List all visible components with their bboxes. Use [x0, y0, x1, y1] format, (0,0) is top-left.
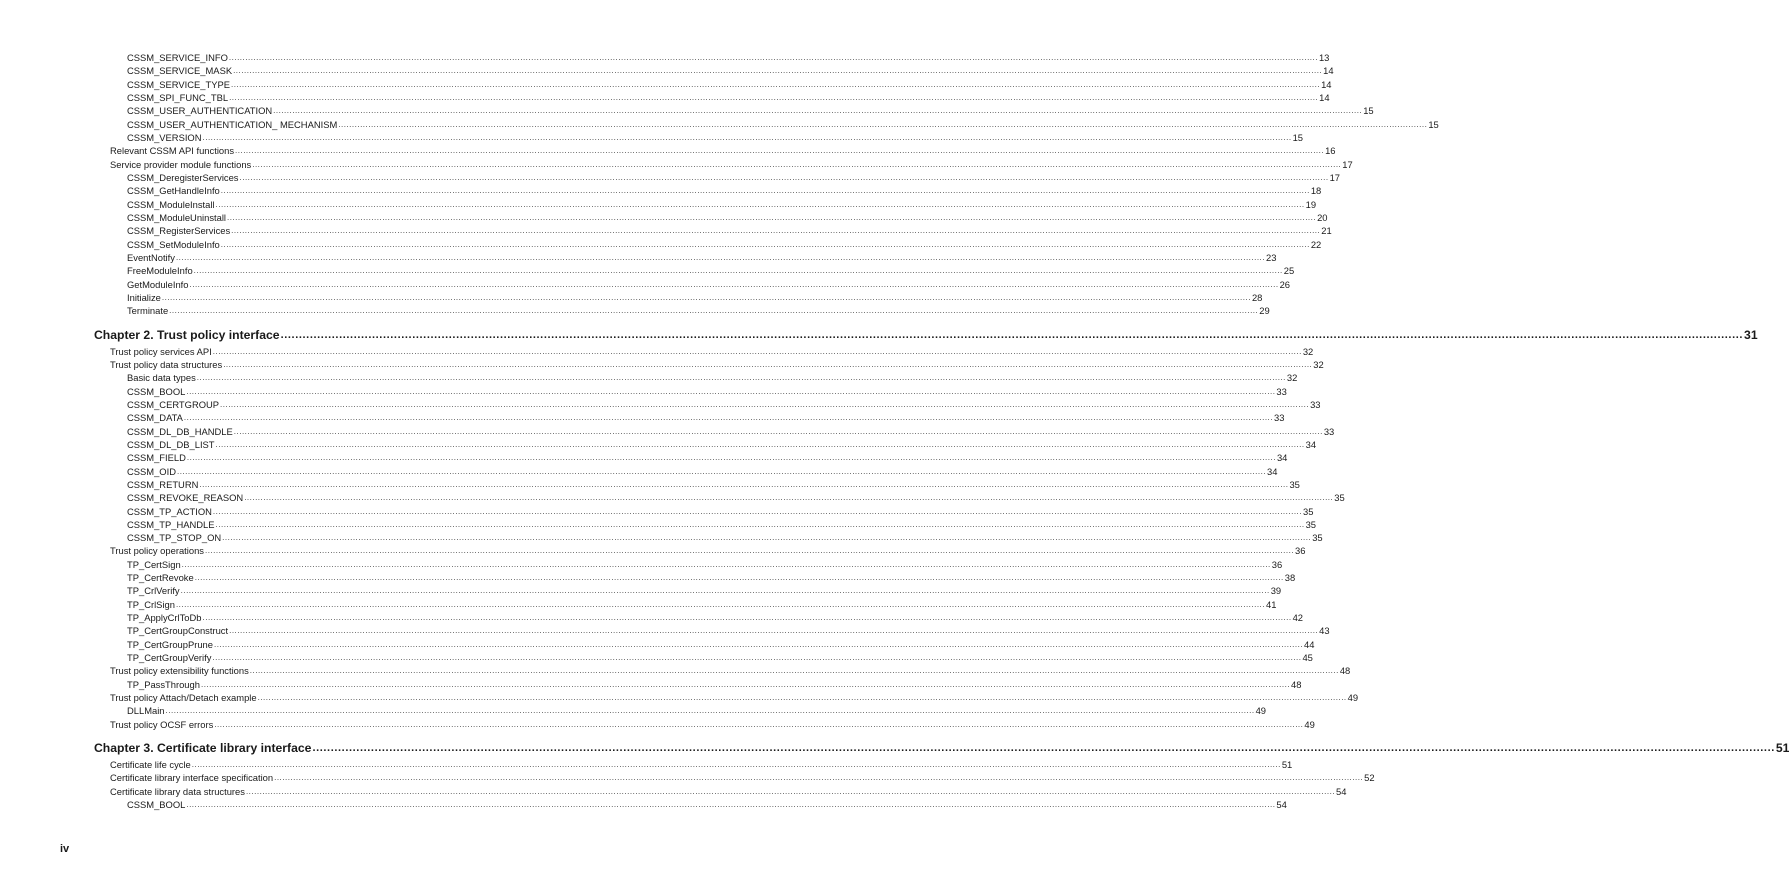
toc-entry-page: 15	[1363, 105, 1374, 117]
toc-entry-title: TP_CertSign	[127, 558, 181, 570]
toc-entry-title: CSSM_OID	[127, 465, 176, 477]
toc-entry-page: 48	[1291, 678, 1302, 690]
toc-entry-title: Trust policy extensibility functions	[110, 665, 249, 677]
toc-leader-dots: ................................................................................................................................................................................................................................................................................................................................................................................................................	[223, 359, 1313, 369]
toc-entry-page: 34	[1267, 465, 1278, 477]
toc-entry-title: DLLMain	[127, 705, 165, 717]
toc-entry[interactable]	[127, 611, 1304, 624]
toc-entry-page: 14	[1323, 65, 1334, 77]
toc-entry-page: 35	[1334, 492, 1345, 504]
toc-entry[interactable]	[127, 91, 1330, 104]
toc-entry-title: CSSM_DL_DB_LIST	[127, 438, 215, 450]
toc-entry[interactable]	[127, 411, 1285, 424]
toc-entry-title: Trust policy services API	[110, 345, 212, 357]
toc-leader-dots: ................................................................................................................................................................................................................................................................................................................................................................................................................	[215, 199, 1305, 209]
toc-leader-dots: ................................................................................................................................................................................................................................................................................................................................................................................................................	[257, 693, 1347, 703]
toc-entry[interactable]	[110, 718, 1315, 731]
toc-entry[interactable]	[127, 584, 1282, 597]
toc-entry[interactable]	[127, 531, 1323, 544]
toc-entry-page: 54	[1276, 799, 1287, 811]
toc-entry[interactable]	[110, 358, 1324, 371]
toc-entry[interactable]	[127, 171, 1340, 184]
toc-entry-page: 54	[1336, 785, 1347, 797]
toc-entry-title: CSSM_VERSION	[127, 131, 202, 143]
toc-entry-page: 35	[1305, 518, 1317, 530]
toc-entry-title: TP_CrlSign	[127, 598, 175, 610]
toc-leader-dots: ................................................................................................................................................................................................................................................................................................................................................................................................................	[280, 328, 1744, 341]
toc-entry-page: 15	[1428, 118, 1439, 130]
toc-entry[interactable]	[127, 518, 1317, 531]
toc-entry[interactable]	[127, 251, 1277, 264]
toc-entry-page: 18	[1310, 185, 1322, 197]
toc-entry[interactable]	[110, 785, 1347, 798]
toc-entry[interactable]	[127, 104, 1374, 117]
toc-entry-page: 26	[1279, 278, 1290, 290]
toc-leader-dots: ................................................................................................................................................................................................................................................................................................................................................................................................................	[200, 679, 1291, 689]
toc-entry-page: 16	[1325, 145, 1336, 157]
toc-entry-page: 38	[1284, 572, 1296, 584]
toc-entry[interactable]	[110, 144, 1336, 157]
toc-leader-dots: ................................................................................................................................................................................................................................................................................................................................................................................................................	[204, 546, 1295, 556]
toc-entry-title: Certificate life cycle	[110, 759, 191, 771]
toc-leader-dots: ................................................................................................................................................................................................................................................................................................................................................................................................................	[194, 573, 1284, 583]
toc-entry-page: 42	[1292, 612, 1304, 624]
toc-entry-page: 36	[1295, 545, 1306, 557]
toc-entry-page: 32	[1286, 372, 1298, 384]
toc-entry-page: 48	[1339, 665, 1351, 677]
toc-leader-dots: ................................................................................................................................................................................................................................................................................................................................................................................................................	[249, 666, 1339, 676]
toc-entry-title: Chapter 2. Trust policy interface	[94, 325, 281, 345]
toc-leader-dots: ................................................................................................................................................................................................................................................................................................................................................................................................................	[180, 586, 1270, 596]
toc-entry-page: 21	[1321, 225, 1332, 237]
toc-leader-dots: ................................................................................................................................................................................................................................................................................................................................................................................................................	[312, 742, 1775, 755]
toc-entry[interactable]	[110, 345, 1314, 358]
toc-entry[interactable]	[110, 691, 1359, 704]
toc-entry[interactable]	[127, 211, 1328, 224]
toc-entry-title: CSSM_RETURN	[127, 478, 199, 490]
toc-leader-dots: ................................................................................................................................................................................................................................................................................................................................................................................................................	[220, 239, 1310, 249]
toc-entry-title: CSSM_USER_AUTHENTICATION_ MECHANISM	[127, 118, 338, 130]
toc-leader-dots: ................................................................................................................................................................................................................................................................................................................................................................................................................	[212, 346, 1302, 356]
toc-entry-title: CSSM_CERTGROUP	[127, 398, 220, 410]
toc-entry-title: CSSM_SPI_FUNC_TBL	[127, 91, 229, 103]
toc-leader-dots: ................................................................................................................................................................................................................................................................................................................................................................................................................	[273, 106, 1363, 116]
toc-entry-title: Terminate	[127, 305, 169, 317]
toc-entry[interactable]	[127, 505, 1314, 518]
toc-chapter-entry[interactable]	[94, 325, 1758, 345]
toc-entry[interactable]	[127, 385, 1287, 398]
toc-entry-title: Service provider module functions	[110, 158, 252, 170]
toc-entry-page: 51	[1281, 759, 1293, 771]
toc-entry[interactable]	[127, 264, 1295, 277]
toc-entry[interactable]	[110, 158, 1353, 171]
toc-leader-dots: ................................................................................................................................................................................................................................................................................................................................................................................................................	[215, 519, 1305, 529]
toc-entry-title: Trust policy Attach/Detach example	[110, 692, 257, 704]
toc-entry[interactable]	[110, 664, 1351, 677]
toc-leader-dots: ................................................................................................................................................................................................................................................................................................................................................................................................................	[239, 172, 1329, 182]
toc-entry-page: 22	[1310, 238, 1322, 250]
toc-leader-dots: ................................................................................................................................................................................................................................................................................................................................................................................................................	[165, 706, 1255, 716]
toc-entry-page: 33	[1273, 412, 1285, 424]
toc-entry-page: 32	[1313, 358, 1324, 370]
toc-entry[interactable]	[127, 371, 1298, 384]
toc-entry-title: TP_PassThrough	[127, 678, 200, 690]
toc-leader-dots: ................................................................................................................................................................................................................................................................................................................................................................................................................	[193, 266, 1283, 276]
toc-entry-page: 20	[1317, 211, 1328, 223]
toc-entry-page: 33	[1276, 385, 1287, 397]
toc-entry[interactable]	[127, 638, 1315, 651]
toc-entry-page: 49	[1347, 692, 1359, 704]
toc-entry-page: 14	[1319, 91, 1330, 103]
toc-entry-page: 34	[1305, 438, 1317, 450]
toc-entry-title: Basic data types	[127, 372, 196, 384]
toc-entry-title: TP_CertGroupConstruct	[127, 625, 229, 637]
toc-leader-dots: ................................................................................................................................................................................................................................................................................................................................................................................................................	[175, 599, 1265, 609]
toc-entry[interactable]	[127, 51, 1330, 64]
toc-chapter-entry[interactable]	[94, 738, 1789, 758]
toc-leader-dots: ................................................................................................................................................................................................................................................................................................................................................................................................................	[169, 306, 1259, 316]
toc-leader-dots: ................................................................................................................................................................................................................................................................................................................................................................................................................	[176, 466, 1267, 476]
toc-leader-dots: ................................................................................................................................................................................................................................................................................................................................................................................................................	[202, 613, 1292, 623]
toc-entry-title: CSSM_ModuleUninstall	[127, 211, 227, 223]
toc-entry-title: TP_CrlVerify	[127, 585, 180, 597]
toc-entry-title: FreeModuleInfo	[127, 265, 193, 277]
toc-leader-dots: ................................................................................................................................................................................................................................................................................................................................................................................................................	[252, 159, 1342, 169]
toc-entry-title: Chapter 3. Certificate library interface	[94, 738, 312, 758]
toc-entry-title: CSSM_RegisterServices	[127, 225, 231, 237]
toc-entry-title: TP_ApplyCrlToDb	[127, 612, 202, 624]
toc-leader-dots: ................................................................................................................................................................................................................................................................................................................................................................................................................	[212, 506, 1302, 516]
toc-entry-title: CSSM_BOOL	[127, 385, 186, 397]
toc-entry-page: 51	[1775, 741, 1789, 756]
toc-entry-page: 44	[1304, 638, 1315, 650]
toc-entry[interactable]	[127, 64, 1334, 77]
toc-entry-page: 33	[1310, 398, 1321, 410]
toc-entry[interactable]	[127, 238, 1322, 251]
toc-entry-title: Certificate library data structures	[110, 785, 245, 797]
toc-leader-dots: ................................................................................................................................................................................................................................................................................................................................................................................................................	[214, 719, 1304, 729]
toc-leader-dots: ................................................................................................................................................................................................................................................................................................................................................................................................................	[199, 479, 1289, 489]
toc-entry-page: 17	[1342, 158, 1353, 170]
toc-entry-title: TP_CertGroupVerify	[127, 652, 212, 664]
toc-entry[interactable]	[127, 224, 1332, 237]
toc-leader-dots: ................................................................................................................................................................................................................................................................................................................................................................................................................	[274, 773, 1364, 783]
toc-entry-title: EventNotify	[127, 251, 175, 263]
toc-entry[interactable]	[127, 651, 1313, 664]
toc-leader-dots: ................................................................................................................................................................................................................................................................................................................................................................................................................	[196, 373, 1286, 383]
toc-entry-page: 34	[1276, 452, 1288, 464]
toc-entry-title: CSSM_ModuleInstall	[127, 198, 215, 210]
toc-entry[interactable]	[127, 398, 1321, 411]
toc-entry[interactable]	[127, 438, 1317, 451]
toc-leader-dots: ................................................................................................................................................................................................................................................................................................................................................................................................................	[229, 92, 1319, 102]
toc-entry-title: CSSM_REVOKE_REASON	[127, 492, 244, 504]
toc-entry-page: 13	[1318, 52, 1330, 63]
toc-leader-dots: ................................................................................................................................................................................................................................................................................................................................................................................................................	[191, 760, 1281, 770]
toc-entry-page: 49	[1304, 718, 1315, 730]
toc-leader-dots: ................................................................................................................................................................................................................................................................................................................................................................................................................	[220, 399, 1310, 409]
toc-leader-dots: ................................................................................................................................................................................................................................................................................................................................................................................................................	[202, 132, 1292, 142]
toc-entry-page: 25	[1283, 265, 1295, 277]
toc-entry[interactable]	[127, 678, 1302, 691]
toc-leader-dots: ................................................................................................................................................................................................................................................................................................................................................................................................................	[215, 439, 1305, 449]
toc-entry-page: 32	[1302, 345, 1314, 357]
toc-leader-dots: ................................................................................................................................................................................................................................................................................................................................................................................................................	[231, 79, 1321, 89]
toc-entry-title: CSSM_BOOL	[127, 799, 186, 811]
toc-entry-title: Certificate library interface specification	[110, 772, 274, 784]
toc-entry-page: 41	[1266, 598, 1277, 610]
toc-entry-page: 43	[1319, 625, 1330, 637]
toc-entry[interactable]	[127, 131, 1303, 144]
toc-entry[interactable]	[127, 624, 1330, 637]
toc-leader-dots: ................................................................................................................................................................................................................................................................................................................................................................................................................	[186, 800, 1276, 810]
toc-entry-page: 29	[1259, 305, 1270, 317]
toc-entry-title: Trust policy OCSF errors	[110, 718, 214, 730]
toc-entry-title: CSSM_GetHandleInfo	[127, 185, 220, 197]
toc-entry[interactable]	[127, 478, 1300, 491]
toc-leader-dots: ................................................................................................................................................................................................................................................................................................................................................................................................................	[244, 493, 1334, 503]
toc-leader-dots: ................................................................................................................................................................................................................................................................................................................................................................................................................	[183, 413, 1273, 423]
toc-entry[interactable]	[127, 491, 1345, 504]
toc-leader-dots: ................................................................................................................................................................................................................................................................................................................................................................................................................	[175, 252, 1265, 262]
toc-entry-page: 35	[1289, 478, 1300, 490]
toc-entry-title: Initialize	[127, 291, 161, 303]
toc-entry[interactable]	[127, 118, 1439, 131]
toc-entry-title: Trust policy data structures	[110, 358, 223, 370]
toc-entry[interactable]	[127, 598, 1277, 611]
toc-entry-title: TP_CertRevoke	[127, 572, 194, 584]
toc-entry[interactable]	[127, 798, 1287, 811]
toc-entry-title: CSSM_SERVICE_TYPE	[127, 78, 230, 90]
toc-entry[interactable]	[127, 465, 1278, 478]
toc-entry[interactable]	[127, 571, 1296, 584]
toc-entry[interactable]	[127, 425, 1335, 438]
toc-leader-dots: ................................................................................................................................................................................................................................................................................................................................................................................................................	[189, 279, 1279, 289]
toc-entry[interactable]	[127, 451, 1288, 464]
toc-entry-title: CSSM_FIELD	[127, 452, 186, 464]
toc-entry-page: 35	[1302, 505, 1314, 517]
toc-leader-dots: ................................................................................................................................................................................................................................................................................................................................................................................................................	[186, 386, 1276, 396]
toc-leader-dots: ................................................................................................................................................................................................................................................................................................................................................................................................................	[235, 146, 1325, 156]
toc-entry-page: 17	[1329, 171, 1340, 183]
toc-entry-page: 28	[1251, 291, 1263, 303]
toc-entry[interactable]	[127, 78, 1332, 91]
toc-entry-title: GetModuleInfo	[127, 278, 189, 290]
page-number-folio: iv	[60, 843, 70, 855]
toc-entry[interactable]	[127, 198, 1317, 211]
toc-entry[interactable]	[127, 278, 1290, 291]
toc-entry-title: Relevant CSSM API functions	[110, 145, 235, 157]
toc-entry[interactable]	[127, 704, 1267, 717]
toc-entry-page: 45	[1302, 652, 1313, 664]
toc-entry-title: CSSM_SERVICE_MASK	[127, 65, 233, 77]
toc-entry[interactable]	[127, 184, 1322, 197]
toc-entry[interactable]	[110, 544, 1306, 557]
toc-leader-dots: ................................................................................................................................................................................................................................................................................................................................................................................................................	[228, 53, 1318, 62]
toc-entry[interactable]	[110, 758, 1293, 771]
toc-entry-page: 23	[1266, 251, 1277, 263]
toc-entry-page: 36	[1271, 558, 1283, 570]
toc-entry-title: CSSM_SetModuleInfo	[127, 238, 220, 250]
toc-leader-dots: ................................................................................................................................................................................................................................................................................................................................................................................................................	[212, 653, 1302, 663]
toc-leader-dots: ................................................................................................................................................................................................................................................................................................................................................................................................................	[222, 533, 1312, 543]
toc-entry-page: 14	[1321, 78, 1332, 90]
toc-leader-dots: ................................................................................................................................................................................................................................................................................................................................................................................................................	[233, 426, 1323, 436]
toc-leader-dots: ................................................................................................................................................................................................................................................................................................................................................................................................................	[186, 453, 1276, 463]
toc-leader-dots: ................................................................................................................................................................................................................................................................................................................................................................................................................	[213, 639, 1304, 649]
toc-entry-title: CSSM_TP_STOP_ON	[127, 532, 222, 544]
toc-leader-dots: ................................................................................................................................................................................................................................................................................................................................................................................................................	[233, 66, 1323, 76]
toc-entry-page: 31	[1744, 327, 1758, 342]
toc-entry-page: 49	[1255, 705, 1267, 717]
toc-entry-title: CSSM_SERVICE_INFO	[127, 52, 228, 63]
toc-entry[interactable]	[127, 558, 1283, 571]
toc-leader-dots: ................................................................................................................................................................................................................................................................................................................................................................................................................	[181, 559, 1271, 569]
toc-entry-page: 15	[1292, 131, 1303, 143]
toc-entry-title: Trust policy operations	[110, 545, 204, 557]
toc-entry-title: CSSM_USER_AUTHENTICATION	[127, 105, 273, 117]
toc-leader-dots: ................................................................................................................................................................................................................................................................................................................................................................................................................	[338, 119, 1428, 129]
toc-entry-title: CSSM_TP_ACTION	[127, 505, 212, 517]
toc-entry-title: CSSM_TP_HANDLE	[127, 518, 215, 530]
table-of-contents	[0, 51, 1789, 811]
toc-entry-title: CSSM_DeregisterServices	[127, 171, 239, 183]
toc-entry-title: TP_CertGroupPrune	[127, 638, 213, 650]
toc-leader-dots: ................................................................................................................................................................................................................................................................................................................................................................................................................	[231, 226, 1321, 236]
toc-leader-dots: ................................................................................................................................................................................................................................................................................................................................................................................................................	[220, 186, 1310, 196]
toc-leader-dots: ................................................................................................................................................................................................................................................................................................................................................................................................................	[227, 212, 1317, 222]
toc-entry-page: 39	[1270, 585, 1282, 597]
toc-entry-title: CSSM_DL_DB_HANDLE	[127, 425, 233, 437]
toc-entry-title: CSSM_DATA	[127, 412, 183, 424]
toc-entry[interactable]	[110, 771, 1375, 784]
toc-entry-page: 19	[1305, 198, 1317, 210]
toc-leader-dots: ................................................................................................................................................................................................................................................................................................................................................................................................................	[229, 626, 1319, 636]
toc-leader-dots: ................................................................................................................................................................................................................................................................................................................................................................................................................	[245, 786, 1336, 796]
toc-leader-dots: ................................................................................................................................................................................................................................................................................................................................................................................................................	[161, 292, 1251, 302]
toc-entry-page: 52	[1364, 772, 1375, 784]
toc-entry[interactable]	[127, 291, 1263, 304]
toc-entry[interactable]	[127, 304, 1270, 317]
toc-entry-page: 35	[1312, 532, 1323, 544]
toc-entry-page: 33	[1323, 425, 1335, 437]
